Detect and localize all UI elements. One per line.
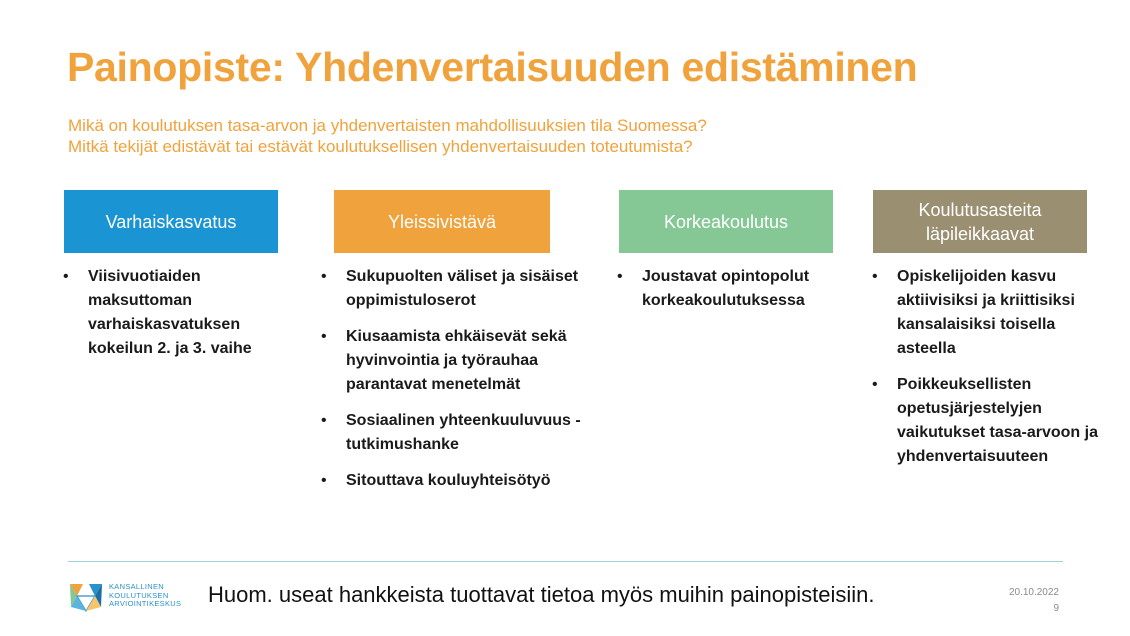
list-lapileikkaavat [872, 265, 1102, 481]
header-yleissivistava: Yleissivistävä [334, 190, 550, 253]
header-lapileikkaavat: Koulutusasteita läpileikkaavat [873, 190, 1087, 253]
slide-subtitle [68, 115, 707, 157]
list-item: • Poikkeuksellisten opetusjärjestelyjen vaikutukset tasa-arvoon ja yhdenvertaisuuteen [872, 373, 1102, 469]
list-item: • Joustavat opintopolut korkeakoulutuksessa [617, 265, 852, 313]
list-yleissivistava [321, 265, 591, 505]
list-varhaiskasvatus [63, 265, 293, 373]
footer-note: Huom. useat hankkeista tuottavat tietoa myös muihin painopisteisiin. [208, 582, 875, 607]
list-item: • Kiusaamista ehkäisevät sekä hyvinvointia ja työrauhaa parantavat menetelmät [321, 325, 591, 397]
logo-line: KOULUTUKSEN [109, 590, 169, 600]
slide-title: Painopiste: Yhdenvertaisuuden edistäminen [67, 44, 918, 90]
slide-number: 9 [1053, 603, 1059, 614]
logo-line: KANSALLINEN [109, 582, 164, 591]
list-item: • Opiskelijoiden kasvu aktiivisiksi ja kriittisiksi kansalaisiksi toisella asteella [872, 265, 1102, 361]
karvi-logo-icon [68, 580, 104, 614]
footer-divider [68, 561, 1063, 562]
logo-text [109, 583, 181, 609]
list-item: • Viisivuotiaiden maksuttoman varhaiskasvatuksen kokeilun 2. ja 3. vaihe [63, 265, 293, 361]
list-korkeakoulutus [617, 265, 852, 325]
logo-line: ARVIOINTIKESKUS [109, 599, 182, 608]
list-item: • Sitouttava kouluyhteisötyö [321, 469, 591, 493]
header-korkeakoulutus: Korkeakoulutus [619, 190, 833, 253]
subtitle-line: Mitkä tekijät edistävät tai estävät koulutuksellisen yhdenvertaisuuden toteutumista? [68, 137, 693, 156]
list-item: • Sukupuolten väliset ja sisäiset oppimistuloserot [321, 265, 591, 313]
subtitle-line: Mikä on koulutuksen tasa-arvon ja yhdenvertaisten mahdollisuuksien tila Suomessa? [68, 116, 707, 135]
slide-date: 20.10.2022 [1008, 587, 1059, 598]
header-varhaiskasvatus: Varhaiskasvatus [64, 190, 278, 253]
list-item: • Sosiaalinen yhteenkuuluvuus -tutkimushanke [321, 409, 591, 457]
